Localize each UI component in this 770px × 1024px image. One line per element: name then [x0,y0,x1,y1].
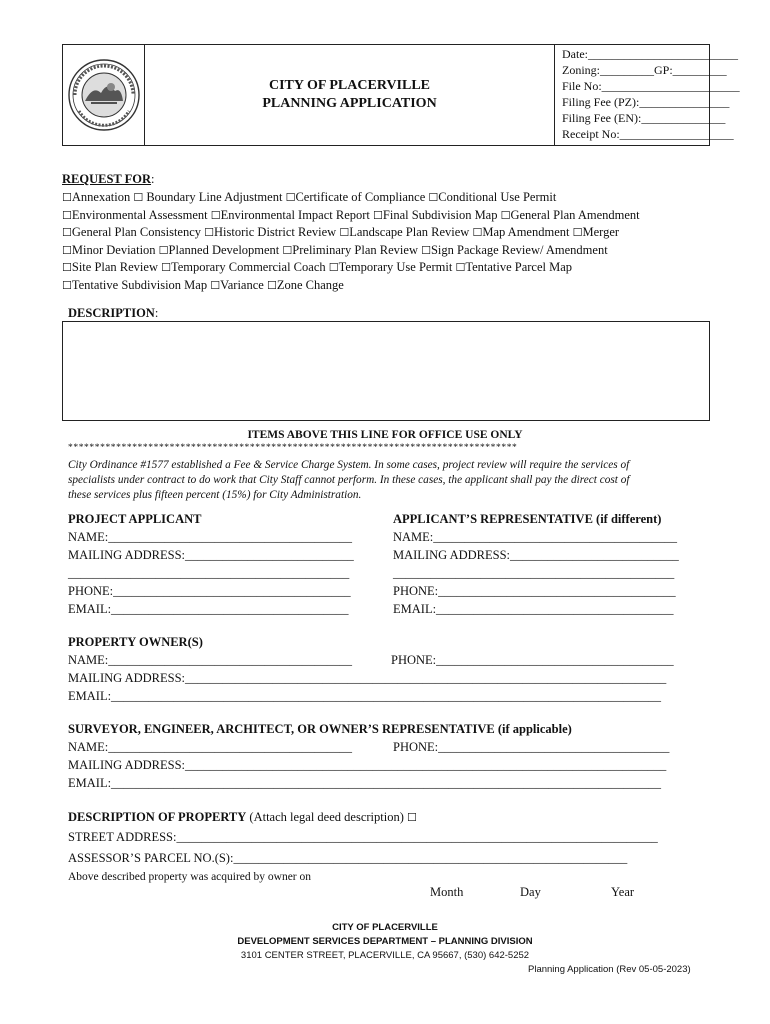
owner-name-field[interactable]: NAME:_______________________________________ [68,653,353,667]
seal-cell [63,45,145,145]
ordinance-line-1: City Ordinance #1577 established a Fee & Service Charge System. In some cases, project review will require the services of [68,459,630,471]
request-checkbox[interactable]: ☐ [266,279,277,292]
office-use-notice: ITEMS ABOVE THIS LINE FOR OFFICE USE ONLY [247,429,523,441]
request-option-label: Conditional Use Permit [438,190,557,204]
request-row [62,260,572,275]
request-checkbox[interactable]: ☐ [455,261,466,275]
request-option[interactable] [329,260,453,274]
request-option-label: Planned Development [168,242,280,257]
request-checkbox[interactable]: ☐ [161,261,171,275]
request-option[interactable] [501,208,640,222]
request-checkbox[interactable]: ☐ [421,243,431,257]
parcel-number-field[interactable]: ASSESSOR’S PARCEL NO.(S):_______________________________________________________________ [68,851,628,865]
footer-city: CITY OF PLACERVILLE [332,922,438,933]
request-option[interactable] [573,225,619,239]
request-option-label: General Plan Consistency [71,225,202,240]
request-option[interactable] [161,260,326,274]
ordinance-line-2: specialists under contract to do work that City Staff cannot perform. In these cases, the applicant shall pay the direct cost of [68,474,630,486]
request-checkbox[interactable]: ☐ [62,279,72,292]
request-option-label: Final Subdivision Map [382,207,498,222]
request-checkbox[interactable]: ☐ [62,243,72,257]
request-option[interactable] [428,190,556,204]
request-option-label: Zone Change [276,278,344,292]
request-option[interactable] [211,208,370,222]
owner-heading: PROPERTY OWNER(S) [68,635,203,649]
deed-attached-checkbox[interactable]: ☐ [406,811,417,824]
request-option[interactable] [267,278,344,292]
request-option-label: Boundary Line Adjustment [143,190,283,204]
request-option[interactable] [286,190,426,204]
request-checkbox[interactable]: ☐ [428,191,439,204]
request-checkbox[interactable]: ☐ [158,243,169,257]
request-checkbox[interactable]: ☐ [62,226,72,240]
request-option[interactable] [210,278,264,292]
applicant-phone-field[interactable]: PHONE:______________________________________ [68,584,351,598]
request-option-label: Historic District Review [214,225,337,240]
request-option-label: General Plan Amendment [510,207,640,222]
day-label: Day [520,885,541,899]
surveyor-heading: SURVEYOR, ENGINEER, ARCHITECT, OR OWNER’S REPRESENTATIVE (if applicable) [68,722,572,736]
request-option-label: Minor Deviation [71,242,156,257]
surveyor-email-field[interactable]: EMAIL:________________________________________________________________________________________ [68,776,662,790]
request-checkbox[interactable]: ☐ [328,261,339,275]
representative-heading: APPLICANT’S REPRESENTATIVE (if different) [393,512,662,526]
month-label: Month [430,885,464,899]
request-option-label: Annexation [71,190,131,204]
city-seal-icon [63,45,143,145]
request-checkbox[interactable]: ☐ [210,208,221,222]
request-checkbox[interactable]: ☐ [339,226,350,240]
request-option-label: Variance [220,278,264,292]
representative-email-field[interactable]: EMAIL:______________________________________ [393,602,674,616]
request-option-label: Merger [582,225,620,240]
request-checkbox[interactable]: ☐ [62,191,72,204]
request-checkbox[interactable]: ☐ [210,279,221,292]
surveyor-name-field[interactable]: NAME:_______________________________________ [68,740,353,754]
owner-email-field[interactable]: EMAIL:________________________________________________________________________________________ [68,689,662,703]
header-box [62,44,740,146]
request-option[interactable] [472,225,569,239]
request-option[interactable] [62,260,158,274]
applicant-mailing-field[interactable]: MAILING ADDRESS:___________________________ [68,548,354,562]
stars-divider: ************************************************************************************ [68,443,518,453]
request-option[interactable] [133,190,282,204]
request-option-label: Preliminary Plan Review [292,242,418,257]
request-option[interactable] [373,208,497,222]
request-option-label: Certificate of Compliance [295,190,426,204]
request-option[interactable] [62,190,130,204]
ordinance-line-3: these services plus fifteen percent (15%) for City Administration. [68,489,362,501]
year-label: Year [611,885,635,899]
request-row [62,278,344,293]
request-option[interactable] [421,243,608,257]
applicant-email-field[interactable]: EMAIL:______________________________________ [68,602,349,616]
receipt-no-field[interactable]: Receipt No:___________________ [562,127,734,141]
representative-name-field[interactable]: NAME:_______________________________________ [393,530,678,544]
city-title: CITY OF PLACERVILLE [268,78,431,93]
request-option[interactable] [62,225,201,239]
request-option[interactable] [282,243,418,257]
request-option[interactable] [339,225,469,239]
surveyor-phone-field[interactable]: PHONE:_____________________________________ [393,740,670,754]
applicant-heading: PROJECT APPLICANT [68,512,202,526]
request-option-label: Map Amendment [482,225,570,240]
request-checkbox[interactable]: ☐ [204,226,215,240]
request-option-label: Temporary Commercial Coach [170,260,326,275]
owner-mailing-field[interactable]: MAILING ADDRESS:_____________________________________________________________________________ [68,671,667,685]
request-row [62,225,619,240]
street-address-field[interactable]: STREET ADDRESS:_____________________________________________________________________________ [68,830,658,844]
request-option[interactable] [204,225,336,239]
application-title: PLANNING APPLICATION [262,96,437,111]
request-row [62,243,608,258]
date-field[interactable]: Date:_________________________ [562,47,738,61]
zoning-field[interactable]: Zoning:_________GP:_________ [562,63,727,77]
file-no-field[interactable]: File No:_______________________ [562,79,740,93]
request-option[interactable] [62,243,156,257]
surveyor-mailing-field[interactable]: MAILING ADDRESS:_____________________________________________________________________________ [68,758,667,772]
filing-fee-pz-field[interactable]: Filing Fee (PZ):_______________ [562,95,730,109]
title-cell [145,45,555,145]
request-option[interactable] [62,208,208,222]
request-checkbox[interactable]: ☐ [62,208,72,222]
request-checkbox[interactable]: ☐ [500,208,511,222]
footer-department: DEVELOPMENT SERVICES DEPARTMENT – PLANNING DIVISION [237,936,533,947]
representative-phone-field[interactable]: PHONE:______________________________________ [393,584,676,598]
property-heading: DESCRIPTION OF PROPERTY (Attach legal deed description) ☐ [68,810,417,824]
request-option-label: Environmental Impact Report [220,207,370,222]
request-row [62,190,556,205]
representative-mailing-field[interactable]: MAILING ADDRESS:___________________________ [393,548,679,562]
request-heading: REQUEST FOR: [62,172,155,186]
request-checkbox[interactable]: ☐ [572,226,583,240]
request-checkbox[interactable]: ☐ [373,208,383,222]
request-option-label: Site Plan Review [71,260,158,275]
owner-phone-field[interactable]: PHONE:______________________________________ [391,653,674,667]
description-textarea[interactable] [62,321,710,421]
request-checkbox[interactable]: ☐ [62,261,72,275]
request-checkbox[interactable]: ☐ [285,191,296,204]
description-label: DESCRIPTION: [68,306,159,320]
filing-fee-en-field[interactable]: Filing Fee (EN):______________ [562,111,726,125]
request-option-label: Landscape Plan Review [349,225,470,240]
applicant-name-field[interactable]: NAME:_______________________________________ [68,530,353,544]
request-option-label: Tentative Parcel Map [465,260,573,275]
request-option[interactable] [159,243,280,257]
footer-address: 3101 CENTER STREET, PLACERVILLE, CA 95667, (530) 642-5252 [240,950,530,961]
request-checkbox[interactable]: ☐ [133,191,144,204]
office-use-cell [555,45,740,145]
acquired-label: Above described property was acquired by owner on [68,871,312,883]
request-option-label: Sign Package Review/ Amendment [430,242,608,257]
request-checkbox[interactable]: ☐ [472,226,483,240]
request-option-label: Tentative Subdivision Map [71,278,208,292]
request-option[interactable] [455,260,572,274]
request-option[interactable] [62,278,207,292]
representative-mailing-line2[interactable]: _____________________________________________ [393,566,675,580]
request-option-label: Temporary Use Permit [338,260,453,275]
request-option-label: Environmental Assessment [71,207,208,222]
request-checkbox[interactable]: ☐ [282,243,293,257]
request-row [62,208,640,223]
footer-revision: Planning Application (Rev 05-05-2023) [528,964,691,975]
applicant-mailing-line2[interactable]: _____________________________________________ [68,566,350,580]
